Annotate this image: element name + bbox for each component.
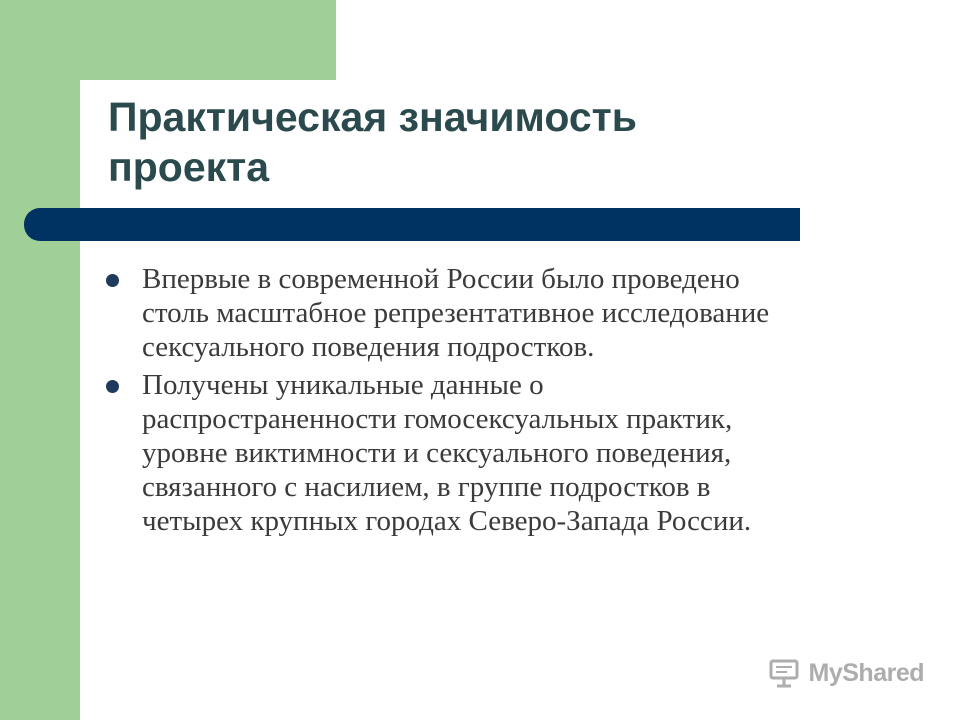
bullet-2-line-3: уровне виктимности и сексуального поведения, [142,437,732,469]
title-line-2: проекта [108,144,270,190]
bullet-2-line-1: Получены уникальные данные о [142,369,544,401]
title-divider-bar [24,208,800,241]
bullet-item-2 [104,368,904,538]
bullet-item-1 [104,262,904,364]
title-line-1: Практическая значимость [108,94,637,140]
presentation-board-icon [767,656,801,690]
bullet-dot-icon [106,274,119,287]
bullet-2-line-2: распространенности гомосексуальных практик, [142,403,733,435]
bullet-1-line-3: сексуального поведения подростков. [142,331,595,363]
watermark-text: MyShared [808,658,924,687]
bullet-dot-icon [106,380,119,393]
slide-title [108,92,888,192]
bullet-1-line-2: столь масштабное репрезентативное исследование [142,297,770,329]
green-accent-band-top [80,0,336,80]
green-accent-band-left [0,0,80,720]
bullet-2-line-4: связанного с насилием, в группе подростков в [142,471,711,503]
bullet-1-line-1: Впервые в современной России было проведено [142,263,740,295]
bullet-2-line-5: четырех крупных городах Северо-Запада России. [142,505,752,537]
bullet-list [104,262,904,542]
myshared-watermark[interactable] [767,656,924,690]
